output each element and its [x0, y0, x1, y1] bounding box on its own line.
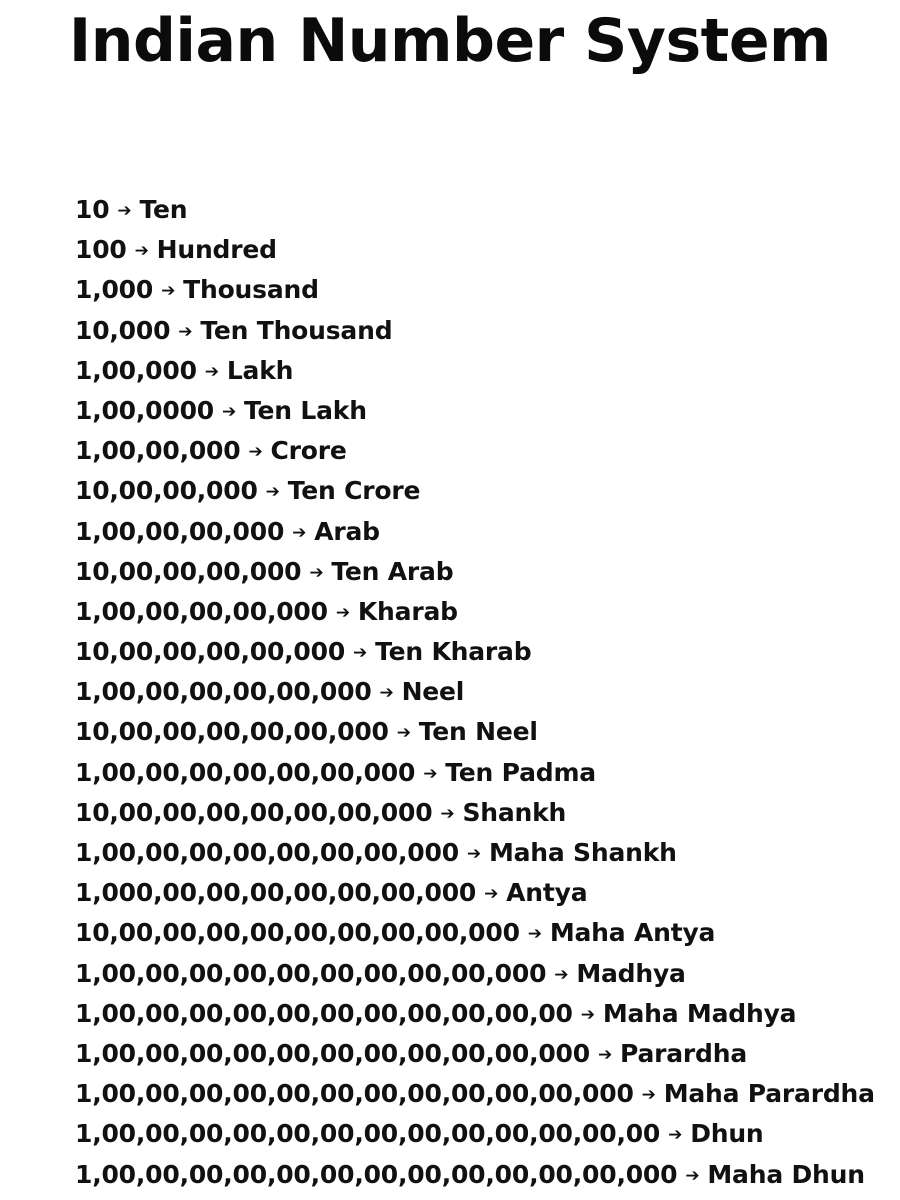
number-name: Maha Dhun: [707, 1159, 865, 1189]
page-title: Indian Number System: [68, 6, 832, 76]
list-item: [75, 351, 875, 391]
number-value: 10,000: [75, 315, 171, 345]
number-name: Ten Neel: [418, 717, 538, 747]
number-value: 1,00,00,00,00,00,00,00,00,00,00,00: [75, 998, 573, 1028]
list-item: [75, 190, 875, 230]
number-value: 1,00,00,00,00,00,000: [75, 677, 372, 707]
number-value: 1,00,0000: [75, 395, 214, 425]
number-value: 10,00,00,000: [75, 476, 258, 506]
list-item: [75, 1114, 875, 1154]
arrow-icon: ➔: [597, 1044, 612, 1065]
arrow-icon: ➔: [178, 321, 193, 342]
list-item: [75, 913, 875, 953]
arrow-icon: ➔: [292, 522, 307, 543]
arrow-icon: ➔: [204, 361, 219, 382]
number-name: Antya: [506, 878, 588, 908]
list-item: [75, 552, 875, 592]
number-value: 1,000,00,00,00,00,00,00,000: [75, 878, 477, 908]
list-item: [75, 994, 875, 1034]
arrow-icon: ➔: [527, 924, 542, 945]
arrow-icon: ➔: [668, 1125, 683, 1146]
number-value: 1,00,00,00,00,000: [75, 596, 328, 626]
list-item: [75, 833, 875, 873]
list-item: [75, 270, 875, 310]
arrow-icon: ➔: [396, 723, 411, 744]
list-item: [75, 512, 875, 552]
list-item: [75, 672, 875, 712]
list-item: [75, 793, 875, 833]
number-value: 1,000: [75, 275, 154, 305]
list-item: [75, 311, 875, 351]
number-name: Ten Padma: [445, 757, 596, 787]
number-value: 10: [75, 195, 110, 224]
number-name: Shankh: [462, 797, 567, 827]
number-value: 1,00,00,000: [75, 436, 241, 466]
arrow-icon: ➔: [484, 884, 499, 905]
number-name: Madhya: [576, 958, 686, 988]
arrow-icon: ➔: [309, 562, 324, 583]
number-name: Parardha: [620, 1038, 748, 1068]
number-name: Maha Madhya: [602, 998, 797, 1028]
arrow-icon: ➔: [423, 763, 438, 784]
number-value: 10,00,00,00,000: [75, 556, 302, 586]
arrow-icon: ➔: [580, 1004, 595, 1025]
number-name: Ten Kharab: [375, 637, 532, 667]
number-name: Maha Shankh: [488, 838, 677, 867]
list-item: [75, 592, 875, 632]
list-item: [75, 1155, 875, 1195]
list-item: [75, 753, 875, 793]
number-name: Kharab: [357, 596, 458, 626]
arrow-icon: ➔: [335, 602, 350, 623]
number-value: 1,00,00,00,00,00,00,00,000: [75, 838, 459, 867]
number-value: 1,00,000: [75, 355, 197, 385]
arrow-icon: ➔: [221, 401, 237, 422]
list-item: [75, 873, 875, 913]
arrow-icon: ➔: [117, 201, 132, 221]
number-value: 10,00,00,00,00,000: [75, 637, 346, 667]
number-value: 10,00,00,00,00,00,000: [75, 717, 389, 747]
number-name: Maha Parardha: [663, 1079, 875, 1109]
number-name: Crore: [270, 436, 347, 466]
number-name: Ten Thousand: [200, 315, 393, 345]
number-name: Neel: [401, 677, 465, 707]
list-item: [75, 632, 875, 672]
arrow-icon: ➔: [554, 964, 569, 985]
number-name: Maha Antya: [549, 918, 716, 948]
list-item: [75, 471, 875, 511]
number-name: Dhun: [690, 1119, 764, 1149]
number-list: [75, 190, 875, 1195]
number-name: Arab: [314, 516, 380, 546]
arrow-icon: ➔: [265, 482, 280, 503]
arrow-icon: ➔: [161, 281, 176, 302]
list-item: [75, 1034, 875, 1074]
arrow-icon: ➔: [440, 803, 455, 824]
list-item: [75, 391, 875, 431]
arrow-icon: ➔: [134, 241, 149, 262]
number-value: 100: [75, 235, 127, 265]
number-value: 1,00,00,00,000: [75, 516, 285, 546]
list-item: [75, 712, 875, 752]
number-value: 10,00,00,00,00,00,00,00,00,000: [75, 918, 520, 948]
arrow-icon: ➔: [466, 844, 481, 864]
number-value: 1,00,00,00,00,00,00,00,00,00,00,00,00,000: [75, 1159, 678, 1189]
number-name: Ten Crore: [287, 476, 421, 506]
arrow-icon: ➔: [353, 643, 368, 664]
number-name: Ten Lakh: [244, 395, 367, 425]
number-name: Thousand: [183, 275, 319, 305]
number-name: Ten: [139, 195, 188, 224]
arrow-icon: ➔: [379, 683, 394, 704]
arrow-icon: ➔: [641, 1085, 656, 1106]
number-value: 1,00,00,00,00,00,00,00,00,00,00,000: [75, 1038, 590, 1068]
arrow-icon: ➔: [685, 1165, 700, 1186]
list-item: [75, 1074, 875, 1114]
number-value: 1,00,00,00,00,00,00,00,00,00,00,00,000: [75, 1079, 634, 1109]
list-item: [75, 230, 875, 270]
number-value: 1,00,00,00,00,00,00,000: [75, 757, 416, 787]
number-name: Hundred: [156, 235, 277, 265]
number-value: 1,00,00,00,00,00,00,00,00,00,00,00,00,00: [75, 1119, 661, 1149]
number-value: 1,00,00,00,00,00,00,00,00,00,000: [75, 958, 547, 988]
number-name: Ten Arab: [331, 556, 454, 586]
arrow-icon: ➔: [248, 442, 263, 463]
list-item: [75, 431, 875, 471]
number-name: Lakh: [226, 355, 294, 385]
number-value: 10,00,00,00,00,00,00,000: [75, 797, 433, 827]
list-item: [75, 954, 875, 994]
